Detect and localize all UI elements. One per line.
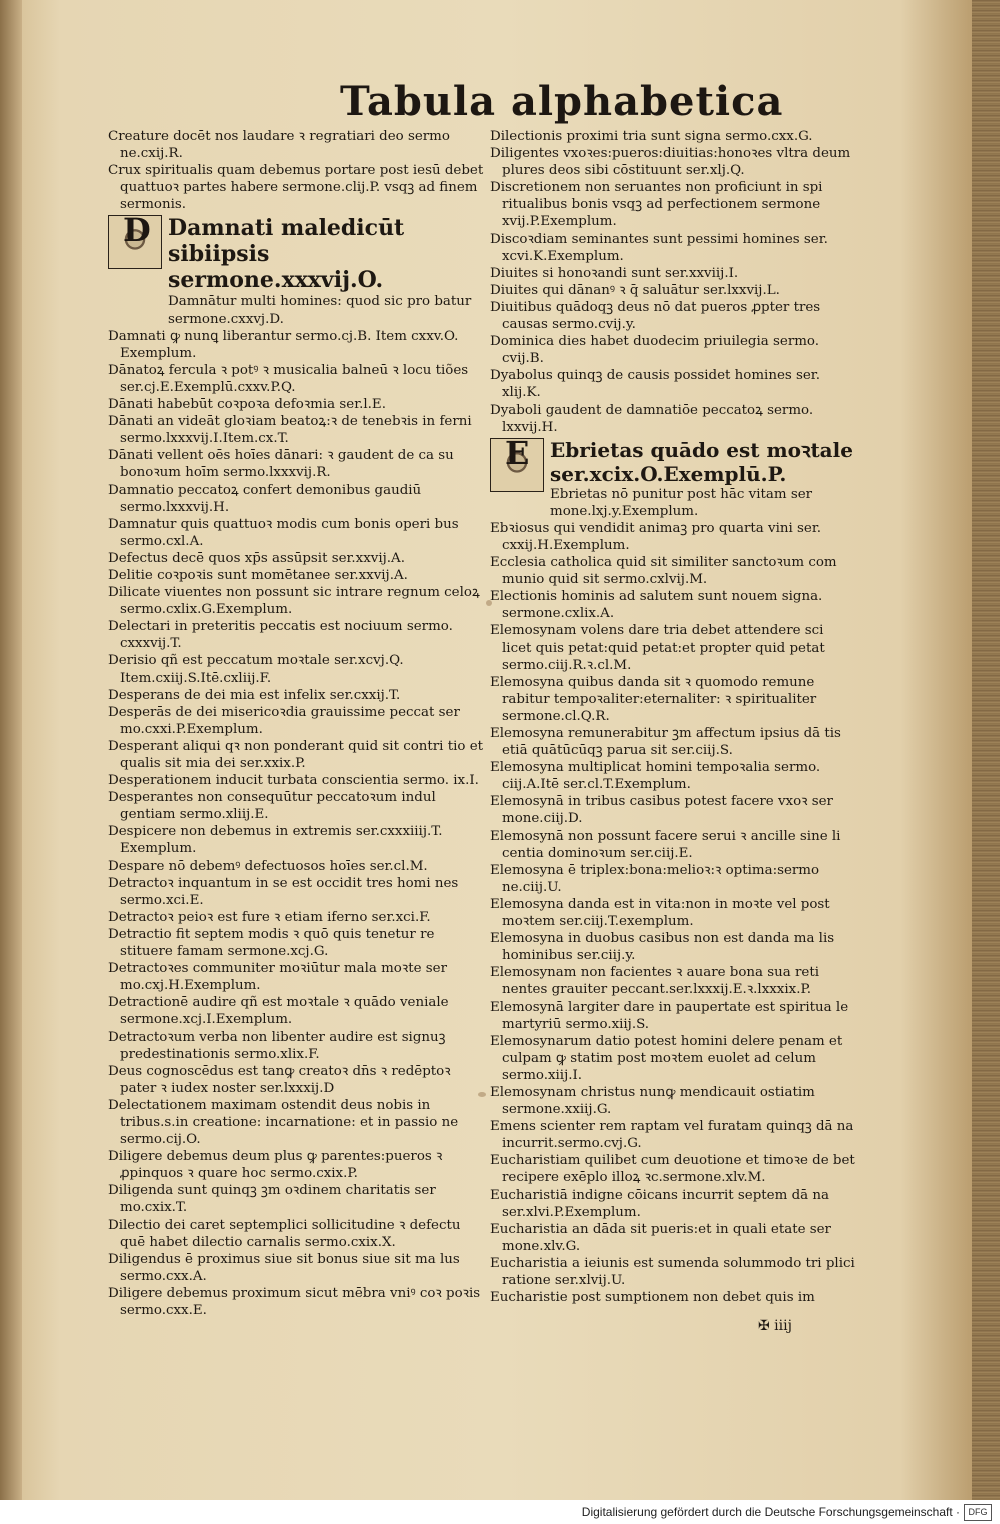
index-entry: Dilectionis proximi tria sunt signa sermo.cxx.G. [490, 129, 813, 144]
index-entry: Elemosynā non possunt facere serui ꝛ ancille sine li centia dominoꝛum ser.ciij.E. [490, 828, 841, 861]
index-entry: Elemosyna ē triplex:bona:melioꝛ:ꝛ optima:sermo ne.ciij.U. [490, 862, 820, 895]
index-entry: Desperās de dei misericoꝛdia grauissime peccat ser mo.cxxi.P.Exemplum. [108, 704, 460, 737]
index-entry: Despicere non debemus in extremis ser.cxxxiiij.T. Exemplum. [108, 824, 443, 857]
index-entry: Dyabolus quinqꝫ de causis possidet homines ser. xlij.K. [490, 368, 820, 401]
ink-stain [486, 600, 492, 606]
index-entry: Dānati vellent oēs hoīes dānari: ꝛ gaudent de ca su bonoꝛum hoīm sermo.lxxxvij.R. [108, 448, 454, 481]
index-entry: Dānati habebūt coꝛpoꝛa defoꝛmia ser.l.E. [108, 397, 386, 413]
dfg-logo-icon: DFG [964, 1504, 992, 1521]
index-entry: Ebrietas nō punitur post hāc vitam ser mone.lxj.y.Exemplum. [550, 486, 813, 519]
index-entry: Damnatio peccatoꝝ confert demonibus gaudiū sermo.lxxxvij.H. [108, 482, 422, 515]
index-entry: Dilectio dei caret septemplici sollicitudine ꝛ defectu quē habet dilectio carnalis sermo.cxix.X. [108, 1217, 461, 1250]
page-header: Tabula alphabetica [340, 78, 784, 125]
index-entry-heading: Ebrietas quādo est moꝛtale ser.xcix.O.Exemplū.P. [550, 437, 853, 486]
index-entry: Detractoꝛes communiter moꝛiūtur mala moꝛte ser mo.cxj.H.Exemplum. [108, 961, 447, 994]
index-entry: Diuites si honoꝛandi sunt ser.xxviij.I. [490, 265, 739, 281]
index-entry: Dānati an videāt gloꝛiam beatoꝝ:ꝛ de tenebꝛis in ferni sermo.lxxxvij.I.Item.cx.T. [108, 414, 472, 447]
index-entry: Ecclesia catholica quid sit similiter sanctoꝛum com munio quid sit sermo.cxlvij.M. [490, 555, 837, 588]
index-entry: Dominica dies habet duodecim priuilegia sermo. cvij.B. [490, 334, 820, 367]
index-entry: Elemosyna in duobus casibus non est danda ma lis hominibus ser.ciij.y. [490, 931, 835, 964]
index-entry: Diligere debemus proximum sicut mēbra vniꝰ coꝛ poꝛis sermo.cxx.E. [108, 1285, 481, 1318]
footer-credit: Digitalisierung gefördert durch die Deutsche Forschungsgemeinschaft · [581, 1505, 960, 1519]
index-entry: Elemosynarum datio potest homini delere penam et culpam ꝙ statim post moꝛtem euolet ad celum sermo.xiij.I. [490, 1033, 843, 1083]
signature-mark: ✠ iiij [758, 1318, 792, 1334]
index-entry: Ebꝛiosus qui vendidit animaꝫ pro quarta vini ser. cxxij.H.Exemplum. [490, 520, 822, 553]
footer-bar [0, 1500, 1000, 1524]
index-entry: Detractoꝛ inquantum in se est occidit tres homi nes sermo.xci.E. [108, 875, 459, 908]
index-entry: Despare nō debemꝰ defectuosos hoīes ser.cl.M. [108, 858, 428, 874]
index-entry: Diligentes vxoꝛes:pueros:diuitias:honoꝛes vltra deum plures deos sibi cōstituunt ser.xlj.Q. [490, 146, 851, 179]
index-entry: Desperationem inducit turbata conscientia sermo. ix.I. [108, 773, 479, 789]
ink-stain [478, 1092, 486, 1097]
index-entry: Detractoꝛ peioꝛ est fure ꝛ etiam iferno ser.xci.F. [108, 909, 431, 925]
index-entry: Desperans de dei mia est infelix ser.cxxij.T. [108, 687, 401, 703]
index-entry: Diuitibus quādoqꝫ deus nō dat pueros ꝓpter tres causas sermo.cvij.y. [490, 299, 821, 333]
index-entry: Elemosyna danda est in vita:non in moꝛte vel post moꝛtem ser.ciij.T.exemplum. [490, 896, 830, 930]
index-entry: Damnatur quis quattuoꝛ modis cum bonis operi bus sermo.cxl.A. [108, 516, 459, 549]
left-column [108, 128, 488, 1319]
index-entry: Discretionem non seruantes non proficiunt in spi ritualibus bonis vsqꝫ ad perfectionem sermone xvij.P.Exemplum. [490, 180, 823, 230]
decorated-initial-d-icon: D [108, 215, 162, 269]
index-entry: Deus cognoscēdus est tanꝙ creatoꝛ dn̄s ꝛ redēptoꝛ pater ꝛ iudex noster ser.lxxxij.D [108, 1063, 451, 1096]
index-entry: Emens scienter rem raptam vel furatam quinqꝫ dā na incurrit.sermo.cvj.G. [490, 1119, 854, 1152]
index-entry: Crux spiritualis quam debemus portare post iesū debet quattuoꝛ partes habere sermone.clij.P. vsqꝫ ad finem sermonis. [108, 163, 484, 213]
index-entry: Elemosynā in tribus casibus potest facere vxoꝛ ser mone.ciij.D. [490, 794, 833, 827]
index-entry: Diligendus ē proximus siue sit bonus siue sit ma lus sermo.cxx.A. [108, 1251, 460, 1284]
decorated-initial-e-icon: E [490, 438, 544, 492]
index-entry: Delectari in preteritis peccatis est nociuum sermo. cxxxvij.T. [108, 619, 453, 652]
index-entry: Electionis hominis ad salutem sunt nouem signa. sermone.cxlix.A. [490, 589, 823, 622]
index-entry-heading: Damnati maledicūt sibiipsis sermone.xxxvij.O. [168, 215, 405, 294]
index-entry: Eucharistiā indigne cōicans incurrit septem dā na ser.xlvi.P.Exemplum. [490, 1187, 829, 1220]
index-entry: Eucharistia a ieiunis est sumenda solummodo tri plici ratione ser.xlvij.U. [490, 1255, 855, 1288]
index-entry: Delectationem maximam ostendit deus nobis in tribus.s.in creatione: incarnatione: et in passio ne sermo.cij.O. [108, 1097, 459, 1148]
page-gutter [0, 0, 22, 1524]
index-entry: Desperantes non consequūtur peccatoꝛum indul gentiam sermo.xliij.E. [108, 790, 436, 823]
index-entry: Diuites qui dānanꝰ ꝛ q̄ saluātur ser.lxxvij.L. [490, 282, 780, 298]
index-entry: Elemosyna multiplicat homini tempoꝛalia sermo. ciij.A.Itē ser.cl.T.Exemplum. [490, 760, 821, 793]
index-entry: Discoꝛdiam seminantes sunt pessimi homines ser. xcvi.K.Exemplum. [490, 231, 828, 264]
index-entry: Delitie coꝛpoꝛis sunt momētanee ser.xxvij.A. [108, 567, 408, 583]
page-edges [972, 0, 1000, 1524]
index-entry: Elemosynā largiter dare in paupertate est spiritua le martyriū sermo.xiij.S. [490, 999, 849, 1032]
index-entry: Eucharistie post sumptionem non debet quis im [490, 1290, 815, 1306]
index-entry: Detractoꝛum verba non libenter audire est signuꝫ predestinationis sermo.xlix.F. [108, 1029, 446, 1062]
index-entry: Dānatoꝝ fercula ꝛ potꝰ ꝛ musicalia balneū ꝛ locu tiões ser.cj.E.Exemplū.cxxv.P.Q. [108, 362, 469, 395]
index-entry: Diligere debemus deum plus ꝙ parentes:pueros ꝛ ꝓpinquos ꝛ quare hoc sermo.cxix.P. [108, 1149, 443, 1182]
index-entry: Dilicate viuentes non possunt sic intrare regnum celoꝝ sermo.cxlix.G.Exemplum. [108, 585, 480, 618]
index-entry: Elemosynam volens dare tria debet attendere sci licet quis petat:quid petat:et propter quid petat sermo.ciij.R.ꝛ.cl.M. [490, 623, 825, 673]
index-entry: Derisio qñ est peccatum moꝛtale ser.xcvj.Q. Item.cxiij.S.Itē.cxliij.F. [108, 653, 404, 686]
index-entry: Elemosynam christus nunꝙ mendicauit ostiatim sermone.xxiij.G. [490, 1084, 815, 1118]
index-entry: Desperant aliqui qꝛ non ponderant quid sit contri tio et qualis sit mia dei ser.xxix.P. [108, 738, 483, 771]
section-e-heading [490, 433, 855, 520]
section-d-heading [108, 211, 488, 327]
right-column [490, 128, 855, 1306]
index-entry: Detractio fit septem modis ꝛ quō quis tenetur re stituere famam sermone.xcj.G. [108, 926, 435, 960]
index-entry: Elemosynam non facientes ꝛ auare bona sua reti nentes grauiter peccant.ser.lxxxij.E.ꝛ.lxxxix.P. [490, 965, 820, 998]
index-entry: Defectus decē quos xp̄s assūpsit ser.xxvij.A. [108, 550, 405, 566]
index-entry: Diligenda sunt quinqꝫ ꝫm oꝛdinem charitatis ser mo.cxix.T. [108, 1183, 436, 1216]
index-entry: Eucharistiam quilibet cum deuotione et timoꝛe de bet recipere exēplo illoꝝ ꝛc.sermone.xlv.M. [490, 1153, 855, 1186]
index-entry: Creature docēt nos laudare ꝛ regratiari deo sermo ne.cxij.R. [108, 129, 450, 162]
index-entry: Damnati ꝙ nunꝗ liberantur sermo.cj.B. Item cxxv.O. Exemplum. [108, 328, 459, 361]
index-entry: Elemosyna remunerabitur ꝫm affectum ipsius dā tis etiā quātūcūqꝫ parua sit ser.ciij.S. [490, 726, 841, 759]
index-entry: Elemosyna quibus danda sit ꝛ quomodo remune rabitur tempoꝛaliter:eternaliter: ꝛ spiritualiter sermone.cl.Q.R. [490, 674, 817, 724]
index-entry: Eucharistia an dāda sit pueris:et in quali etate ser mone.xlv.G. [490, 1221, 831, 1254]
index-entry: Damnātur multi homines: quod sic pro batur sermone.cxxvj.D. [168, 294, 472, 327]
index-entry: Dyaboli gaudent de damnatiōe peccatoꝝ sermo. lxxvij.H. [490, 402, 814, 435]
index-entry: Detractionē audire qñ est moꝛtale ꝛ quādo veniale sermone.xcj.I.Exemplum. [108, 995, 449, 1028]
